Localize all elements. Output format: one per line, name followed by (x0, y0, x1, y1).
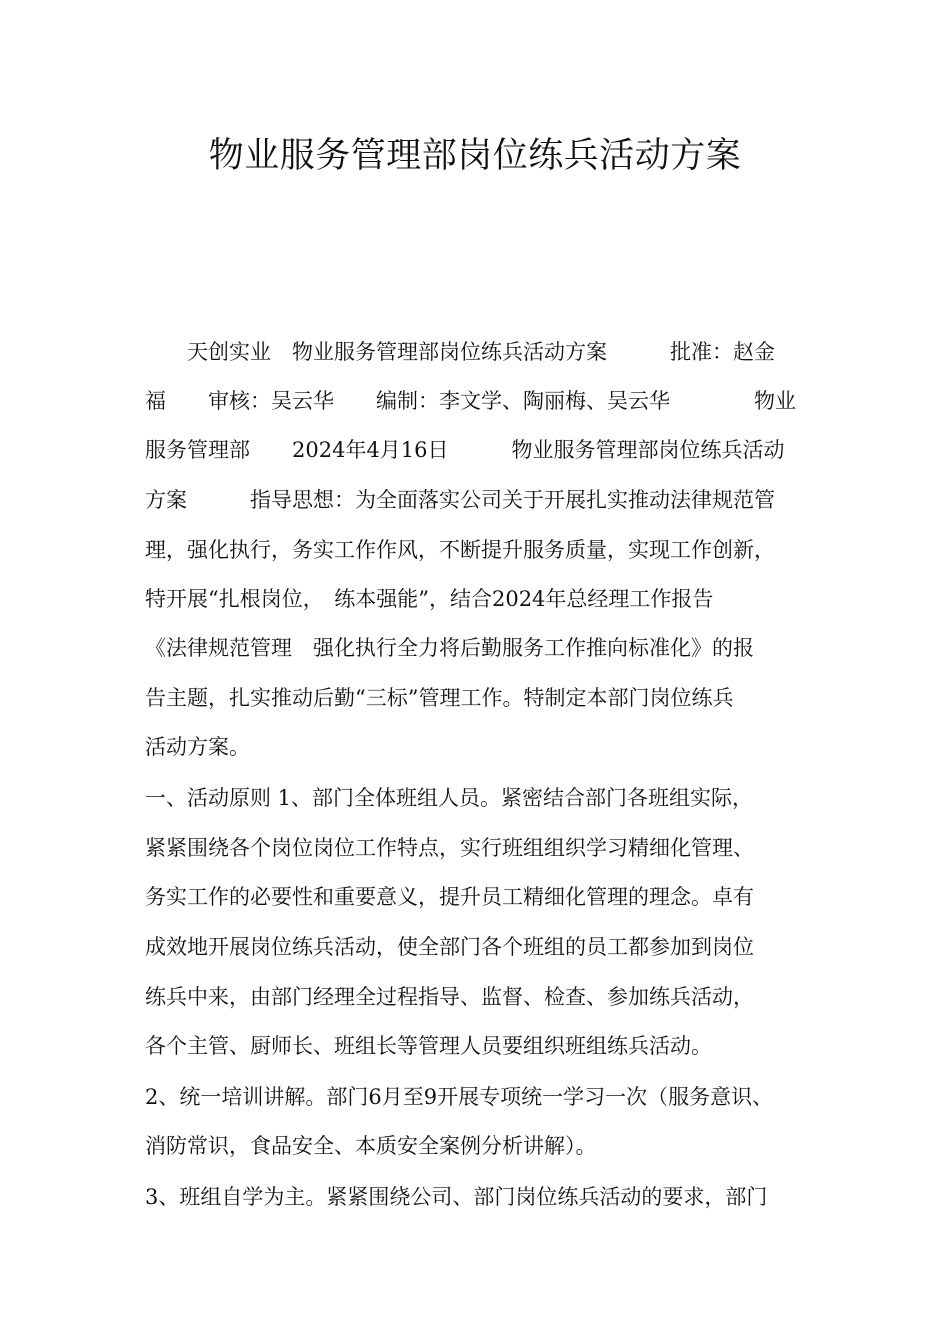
body-line: 福 审核：吴云华 编制：李文学、陶丽梅、吴云华 物业 (145, 389, 796, 413)
body-line: 方案 指导思想：为全面落实公司关于开展扎实推动法律规范管 (145, 488, 775, 512)
body-line: 各个主管、厨师长、班组长等管理人员要组织班组练兵活动。 (145, 1034, 712, 1058)
body-line: 天创实业 物业服务管理部岗位练兵活动方案 批准：赵金 (145, 340, 775, 364)
body-line: 2、统一培训讲解。部门6月至9开展专项统一学习一次（服务意识、 (145, 1085, 774, 1109)
body-line: 一、活动原则 1、部门全体班组人员。紧密结合部门各班组实际， (145, 786, 754, 810)
body-line: 紧紧围绕各个岗位岗位工作特点，实行班组组织学习精细化管理、 (145, 836, 754, 860)
document-title: 物业服务管理部岗位练兵活动方案 (208, 136, 742, 176)
body-line: 练兵中来，由部门经理全过程指导、监督、检查、参加练兵活动， (145, 985, 754, 1009)
body-line: 消防常识，食品安全、本质安全案例分析讲解）。 (145, 1134, 597, 1158)
body-line: 告主题，扎实推动后勤“三标”管理工作。特制定本部门岗位练兵 (145, 686, 734, 710)
body-line: 活动方案。 (145, 735, 250, 759)
body-line: 理，强化执行，务实工作作风，不断提升服务质量，实现工作创新， (145, 538, 775, 562)
body-line: 成效地开展岗位练兵活动，使全部门各个班组的员工都参加到岗位 (145, 935, 754, 959)
body-line: 服务管理部 2024年4月16日 物业服务管理部岗位练兵活动 (145, 438, 785, 462)
body-line: 特开展“扎根岗位， 练本强能”，结合2024年总经理工作报告 (145, 587, 714, 611)
body-line: 3、班组自学为主。紧紧围绕公司、部门岗位练兵活动的要求，部门 (145, 1185, 768, 1209)
body-line: 务实工作的必要性和重要意义，提升员工精细化管理的理念。卓有 (145, 885, 754, 909)
body-line: 《法律规范管理 强化执行全力将后勤服务工作推向标准化》的报 (145, 636, 754, 660)
